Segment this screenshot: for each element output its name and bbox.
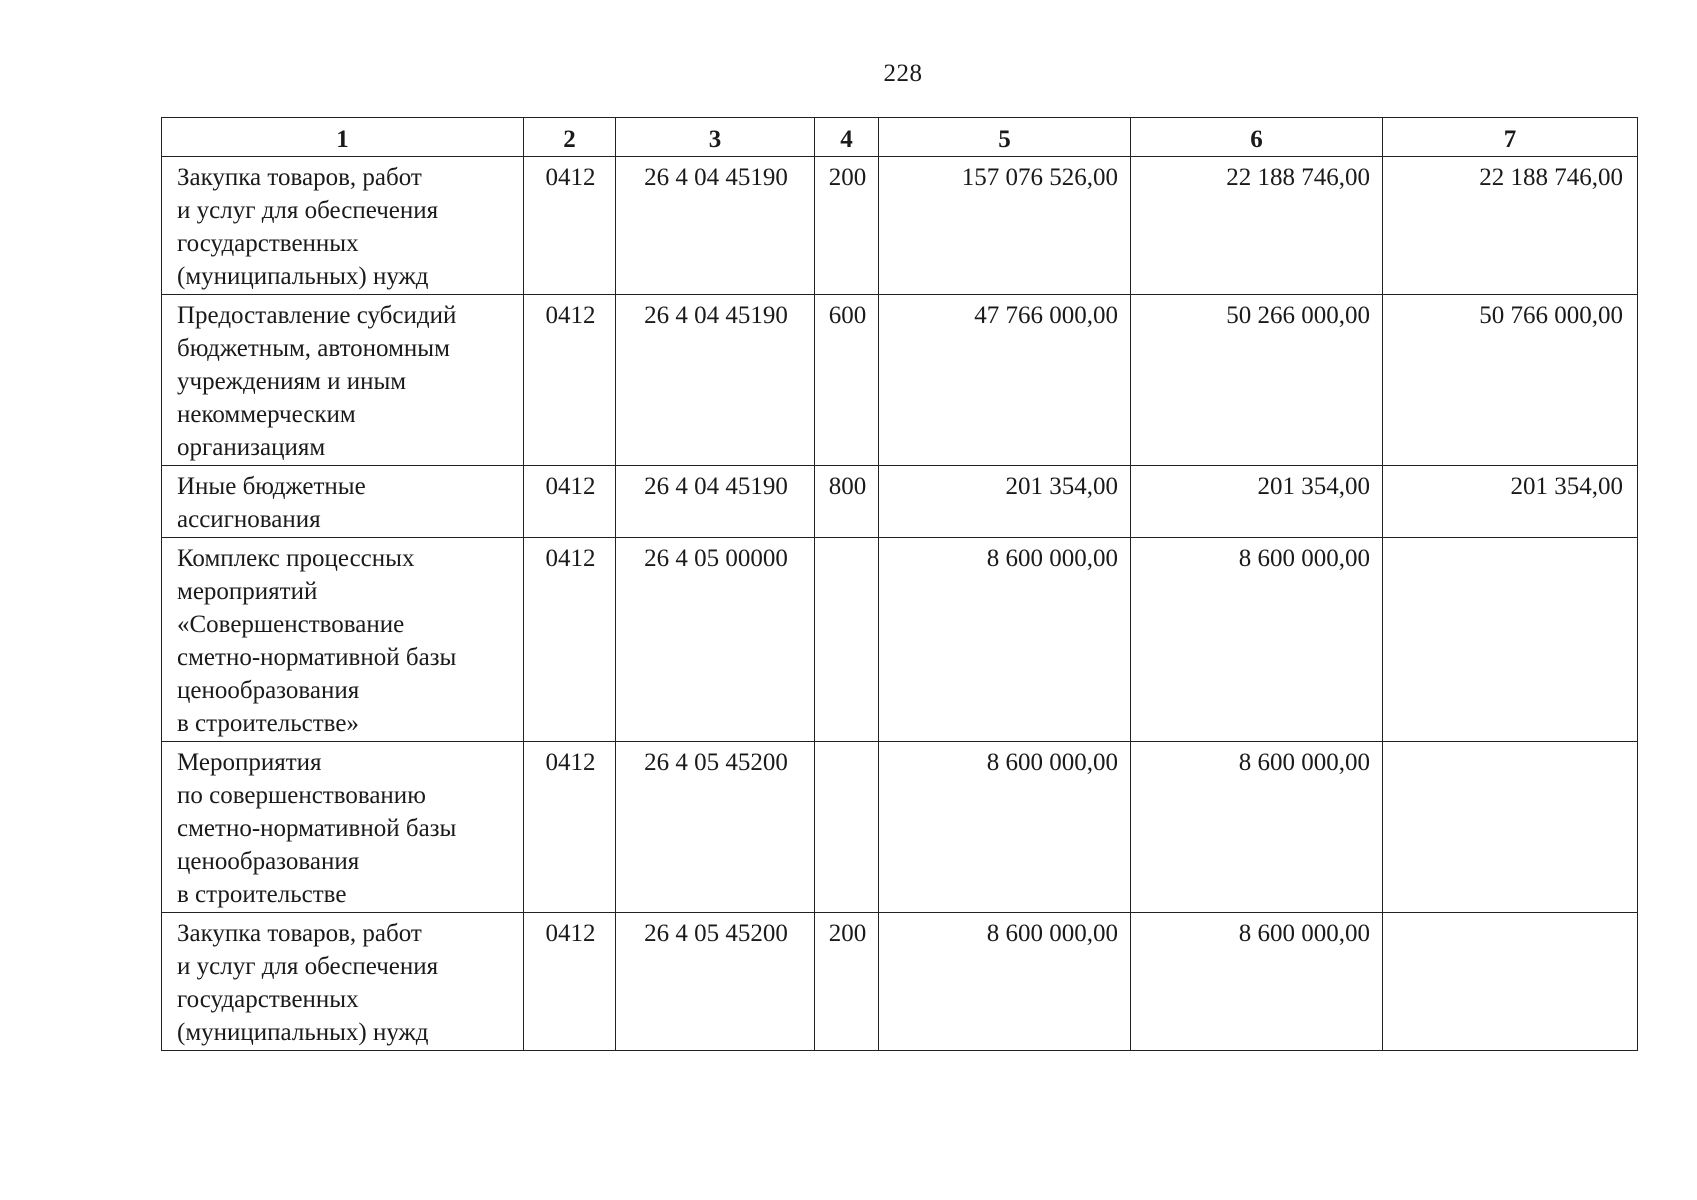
cell-name-line: Комплекс процессных (177, 545, 415, 572)
table-row (162, 295, 1638, 466)
cell-target-code: 26 4 04 45190 (616, 157, 815, 295)
cell-name (162, 742, 524, 913)
cell-amount-col7 (1383, 742, 1638, 913)
cell-amount-col7: 22 188 746,00 (1383, 157, 1638, 295)
budget-table (161, 117, 1638, 1051)
cell-name-line: в строительстве (177, 881, 347, 908)
cell-name-line: государственных (177, 986, 359, 1013)
cell-section: 0412 (524, 295, 616, 466)
cell-amount-col7: 201 354,00 (1383, 466, 1638, 538)
header-col-5: 5 (879, 118, 1131, 157)
header-col-7: 7 (1383, 118, 1638, 157)
cell-name (162, 466, 524, 538)
header-col-1: 1 (162, 118, 524, 157)
cell-name-line: Иные бюджетные (177, 473, 366, 500)
cell-name-line: Предоставление субсидий (177, 302, 457, 329)
cell-target-code: 26 4 05 45200 (616, 913, 815, 1051)
header-col-2: 2 (524, 118, 616, 157)
cell-name (162, 157, 524, 295)
cell-section: 0412 (524, 538, 616, 742)
table-row (162, 538, 1638, 742)
cell-name-line: учреждениям и иным (177, 368, 407, 395)
cell-amount-col6: 8 600 000,00 (1131, 742, 1383, 913)
cell-expense-type (815, 742, 879, 913)
cell-amount-col7: 50 766 000,00 (1383, 295, 1638, 466)
cell-name (162, 295, 524, 466)
cell-amount-col6: 50 266 000,00 (1131, 295, 1383, 466)
cell-name-line: мероприятий (177, 578, 318, 605)
cell-name-line: некоммерческим (177, 401, 356, 428)
cell-section: 0412 (524, 466, 616, 538)
cell-name-line: (муниципальных) нужд (177, 263, 429, 290)
page-number: 228 (883, 60, 923, 87)
cell-name-line: и услуг для обеспечения (177, 197, 439, 224)
cell-amount-col6: 8 600 000,00 (1131, 913, 1383, 1051)
header-col-4: 4 (815, 118, 879, 157)
cell-name-line: организациям (177, 434, 326, 461)
cell-section: 0412 (524, 913, 616, 1051)
cell-expense-type: 200 (815, 157, 879, 295)
cell-expense-type: 200 (815, 913, 879, 1051)
cell-name (162, 913, 524, 1051)
table-header-row (162, 118, 1638, 157)
cell-name-line: сметно-нормативной базы (177, 815, 457, 842)
cell-name-line: по совершенствованию (177, 782, 426, 809)
cell-name-line: ценообразования (177, 677, 360, 704)
table-row (162, 913, 1638, 1051)
cell-target-code: 26 4 04 45190 (616, 466, 815, 538)
cell-amount-col6: 201 354,00 (1131, 466, 1383, 538)
table-row (162, 742, 1638, 913)
cell-name-line: в строительстве» (177, 710, 359, 737)
cell-amount-col5: 8 600 000,00 (879, 913, 1131, 1051)
cell-target-code: 26 4 05 00000 (616, 538, 815, 742)
cell-amount-col5: 157 076 526,00 (879, 157, 1131, 295)
cell-amount-col5: 47 766 000,00 (879, 295, 1131, 466)
cell-amount-col7 (1383, 913, 1638, 1051)
cell-name (162, 538, 524, 742)
cell-name-line: бюджетным, автономным (177, 335, 450, 362)
header-col-3: 3 (616, 118, 815, 157)
cell-name-line: Закупка товаров, работ (177, 920, 422, 947)
cell-target-code: 26 4 05 45200 (616, 742, 815, 913)
table-row (162, 157, 1638, 295)
cell-amount-col7 (1383, 538, 1638, 742)
header-col-6: 6 (1131, 118, 1383, 157)
cell-amount-col6: 22 188 746,00 (1131, 157, 1383, 295)
cell-name-line: ассигнования (177, 506, 321, 533)
cell-name-line: государственных (177, 230, 359, 257)
cell-amount-col6: 8 600 000,00 (1131, 538, 1383, 742)
cell-section: 0412 (524, 742, 616, 913)
cell-name-line: ценообразования (177, 848, 360, 875)
table-row (162, 466, 1638, 538)
cell-amount-col5: 8 600 000,00 (879, 538, 1131, 742)
cell-name-line: «Совершенствование (177, 611, 405, 638)
cell-amount-col5: 8 600 000,00 (879, 742, 1131, 913)
cell-name-line: Мероприятия (177, 749, 322, 776)
cell-name-line: (муниципальных) нужд (177, 1019, 429, 1046)
cell-expense-type (815, 538, 879, 742)
cell-expense-type: 600 (815, 295, 879, 466)
cell-target-code: 26 4 04 45190 (616, 295, 815, 466)
table-body (162, 157, 1638, 1051)
cell-section: 0412 (524, 157, 616, 295)
cell-expense-type: 800 (815, 466, 879, 538)
cell-name-line: сметно-нормативной базы (177, 644, 457, 671)
cell-name-line: и услуг для обеспечения (177, 953, 439, 980)
cell-name-line: Закупка товаров, работ (177, 164, 422, 191)
cell-amount-col5: 201 354,00 (879, 466, 1131, 538)
